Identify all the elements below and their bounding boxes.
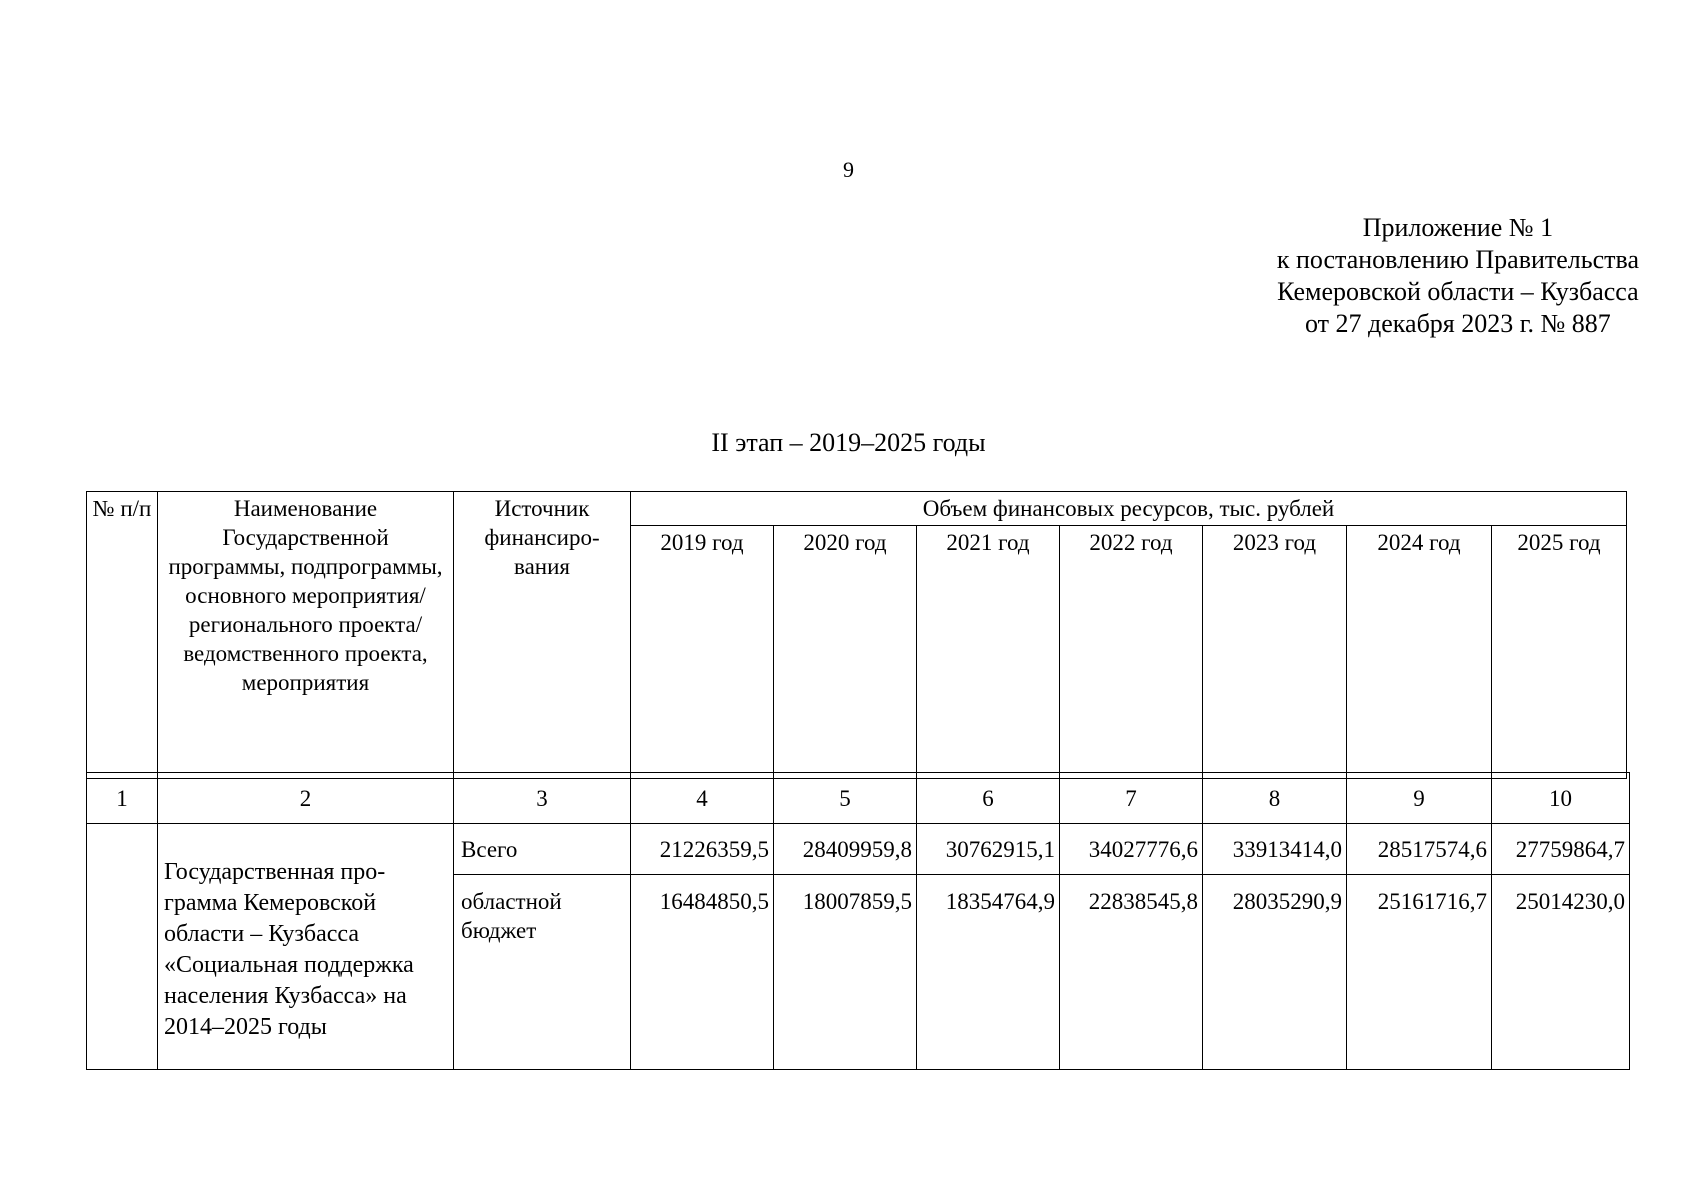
program-name-cell: Государственная про-грамма Кемеровской области – Кузбасса «Социальная поддержка населения Кузбасса» на 2014–2025 годы	[158, 824, 454, 1070]
table-header	[86, 491, 1627, 779]
row-num-cell	[87, 824, 158, 1070]
value-cell: 28409959,8	[774, 824, 917, 875]
column-number: 9	[1347, 773, 1492, 824]
column-number: 1	[87, 773, 158, 824]
column-number-row	[87, 773, 1630, 824]
value-cell: 27759864,7	[1492, 824, 1630, 875]
column-number: 10	[1492, 773, 1630, 824]
column-number: 7	[1060, 773, 1203, 824]
header-year: 2024 год	[1347, 526, 1492, 779]
table-row	[87, 824, 1630, 875]
column-number: 5	[774, 773, 917, 824]
appendix-line-3: Кемеровской области – Кузбасса	[1277, 277, 1639, 306]
source-cell-total: Всего	[454, 824, 631, 875]
header-year: 2019 год	[631, 526, 774, 779]
column-number: 2	[158, 773, 454, 824]
value-cell: 34027776,6	[1060, 824, 1203, 875]
header-volume: Объем финансовых ресурсов, тыс. рублей	[631, 492, 1627, 526]
column-number: 4	[631, 773, 774, 824]
value-cell: 28517574,6	[1347, 824, 1492, 875]
appendix-line-2: к постановлению Правительства	[1276, 245, 1639, 274]
source-cell-regional-budget: областной бюджет	[454, 875, 631, 1070]
column-number: 3	[454, 773, 631, 824]
value-cell: 18354764,9	[917, 875, 1060, 1070]
header-year: 2020 год	[774, 526, 917, 779]
value-cell: 33913414,0	[1203, 824, 1347, 875]
header-year: 2021 год	[917, 526, 1060, 779]
value-cell: 22838545,8	[1060, 875, 1203, 1070]
value-cell: 28035290,9	[1203, 875, 1347, 1070]
value-cell: 18007859,5	[774, 875, 917, 1070]
appendix-line-4: от 27 декабря 2023 г. № 887	[1305, 309, 1611, 338]
appendix-line-1: Приложение № 1	[1362, 213, 1554, 242]
value-cell: 21226359,5	[631, 824, 774, 875]
header-year: 2023 год	[1203, 526, 1347, 779]
value-cell: 25014230,0	[1492, 875, 1630, 1070]
page-number: 9	[843, 157, 854, 182]
column-number: 6	[917, 773, 1060, 824]
header-num: № п/п	[87, 492, 158, 779]
column-number: 8	[1203, 773, 1347, 824]
header-source: Источник финансиро-вания	[454, 492, 631, 779]
stage-title: II этап – 2019–2025 годы	[711, 428, 986, 457]
appendix-block	[1277, 212, 1639, 340]
value-cell: 30762915,1	[917, 824, 1060, 875]
value-cell: 25161716,7	[1347, 875, 1492, 1070]
header-name: Наименование Государственной программы, подпрограммы, основного мероприятия/ регионального проекта/ ведомственного проекта, мероприятия	[158, 492, 454, 779]
header-year: 2025 год	[1492, 526, 1627, 779]
header-year: 2022 год	[1060, 526, 1203, 779]
value-cell: 16484850,5	[631, 875, 774, 1070]
table-body	[86, 772, 1630, 1070]
